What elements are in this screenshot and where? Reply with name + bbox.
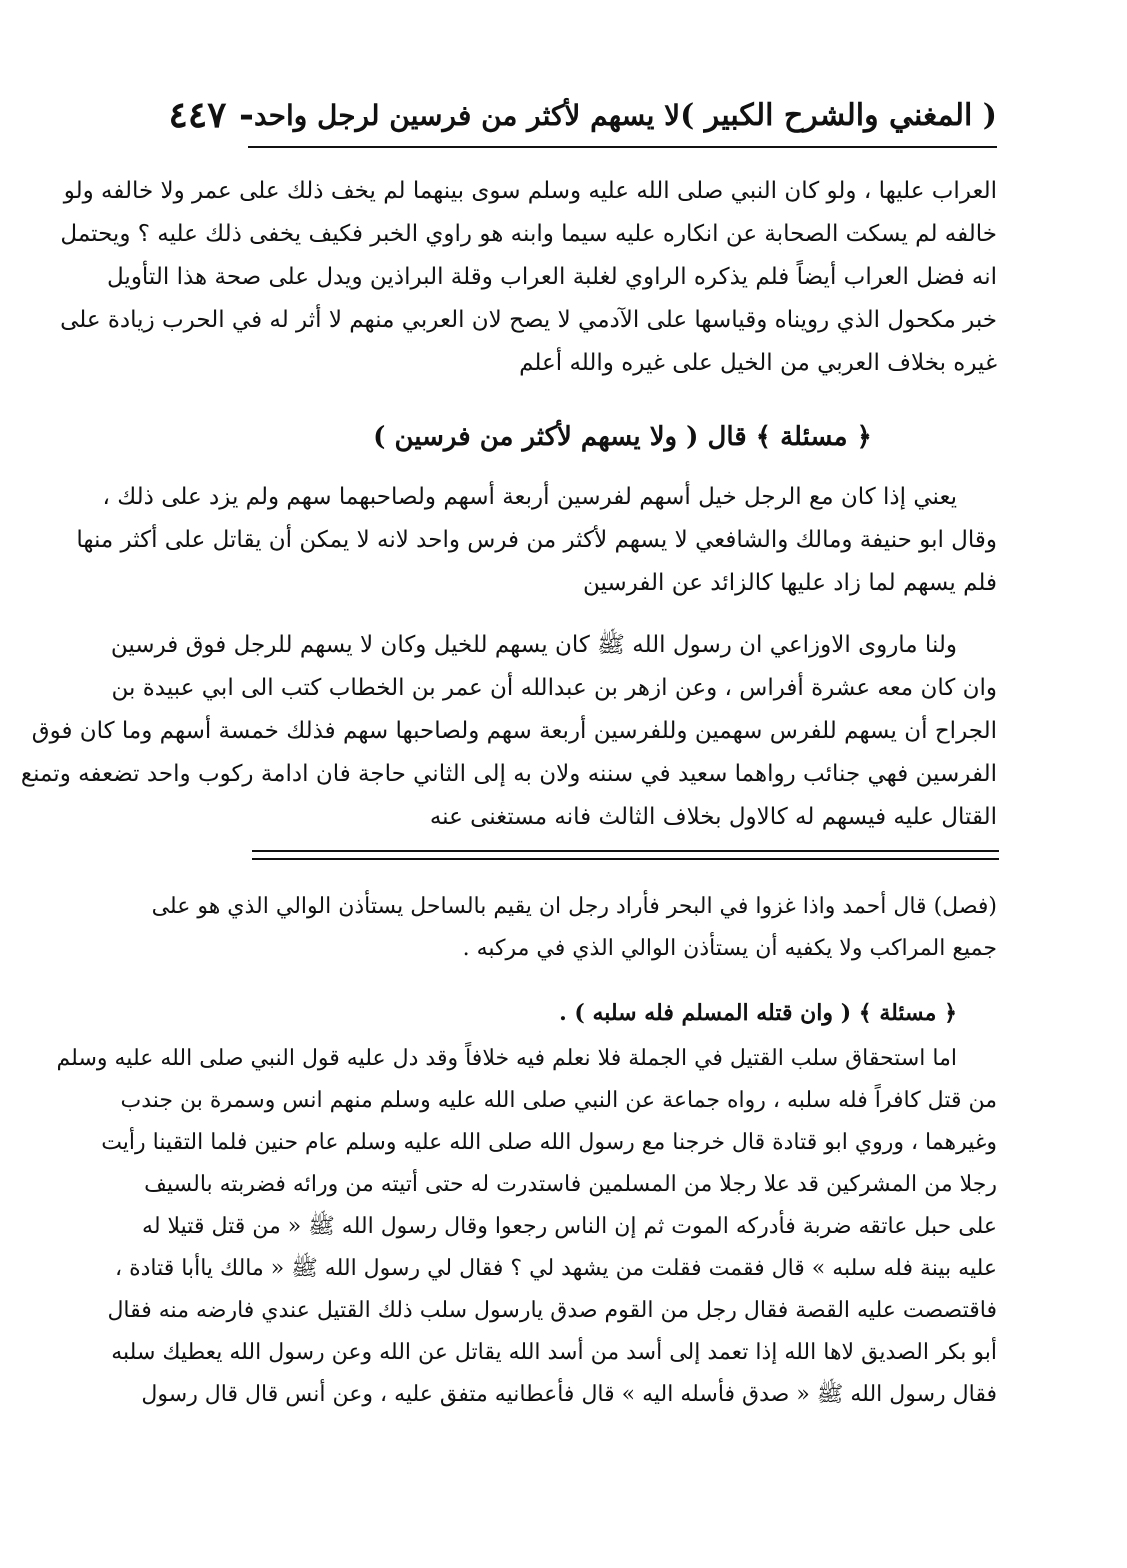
text-line: انه فضل العراب أيضاً فلم يذكره الراوي لغلبة العراب وقلة البراذين ويدل على صحة هذا التأويل — [107, 264, 997, 290]
running-header — [168, 92, 997, 138]
chapter-title: لا يسهم لأكثر من فرسين لرجل واحد — [253, 98, 681, 132]
section-heading: ﴿ مسئلة ﴾ ( وان قتله المسلم فله سلبه ) . — [559, 1000, 957, 1026]
text-line: وغيرهما ، وروي ابو قتادة قال خرجنا مع رسول الله صلى الله عليه وسلم عام حنين فلما التقينا رأيت — [101, 1130, 997, 1155]
text-line: من قتل كافراً فله سلبه ، رواه جماعة عن النبي صلى الله عليه وسلم منهم انس وسمرة بن جندب — [120, 1088, 997, 1113]
fasl-paragraph — [151, 886, 997, 970]
upper-paragraph-3 — [20, 624, 997, 839]
text-line: وان كان معه عشرة أفراس ، وعن ازهر بن عبدالله أن عمر بن الخطاب كتب الى ابي عبيدة بن — [111, 675, 997, 701]
book-title: ( المغني والشرح الكبير ) — [680, 97, 997, 133]
text-line: عليه بينة فله سلبه » قال فقمت فقلت من يشهد لي ؟ فقال لي رسول الله ﷺ « مالك ياأبا قتادة ، — [115, 1256, 997, 1281]
lower-paragraph — [56, 1038, 997, 1416]
text-line: فقال رسول الله ﷺ « صدق فأسله اليه » قال فأعطانيه متفق عليه ، وعن أنس قال قال رسول — [141, 1382, 997, 1407]
text-line: الجراح أن يسهم للفرس سهمين وللفرسين أربعة سهم ولصاحبها سهم فذلك خمسة أسهم وما كان فوق — [31, 718, 997, 744]
text-line: جميع المراكب ولا يكفيه أن يستأذن الوالي الذي في مركبه . — [462, 936, 997, 961]
section-heading: ﴿ مسئلة ﴾ قال ( ولا يسهم لأكثر من فرسين ) — [373, 422, 872, 452]
text-line: الفرسين فهي جنائب رواهما سعيد في سننه ولان به إلى الثاني حاجة فان ادامة ركوب واحد تضعفه وتمنع — [20, 761, 997, 787]
text-line: (فصل) قال أحمد واذا غزوا في البحر فأراد رجل ان يقيم بالساحل يستأذن الوالي الذي هو على — [151, 894, 997, 919]
text-line: العراب عليها ، ولو كان النبي صلى الله عليه وسلم سوى بينهما لم يخف ذلك على عمر ولا خالفه ولو — [63, 178, 997, 204]
page-number: ٤٤٧ - — [168, 94, 254, 136]
upper-paragraph-1 — [60, 170, 997, 385]
text-line: وقال ابو حنيفة ومالك والشافعي لا يسهم لأكثر من فرس واحد لانه لا يمكن أن يقاتل على أكثر منها — [76, 527, 997, 553]
text-line: فاقتصصت عليه القصة فقال رجل من القوم صدق يارسول سلب ذلك القتيل عندي فارضه منه فقال — [107, 1298, 997, 1323]
text-line: رجلا من المشركين قد علا رجلا من المسلمين فاستدرت له حتى أتيته من ورائه فضربته بالسيف — [144, 1172, 997, 1197]
text-line: فلم يسهم لما زاد عليها كالزائد عن الفرسين — [582, 570, 997, 596]
text-line: خالفه لم يسكت الصحابة عن انكاره عليه سيما وابنه هو راوي الخبر فكيف يخفى ذلك عليه ؟ ويحتمل — [60, 221, 997, 247]
text-line: القتال عليه فيسهم له كالاول بخلاف الثالث فانه مستغنى عنه — [429, 804, 997, 830]
text-line: اما استحقاق سلب القتيل في الجملة فلا نعلم فيه خلافاً وقد دل عليه قول النبي صلى الله عليه وسلم — [56, 1046, 957, 1071]
text-line: على حبل عاتقه ضربة فأدركه الموت ثم إن الناس رجعوا وقال رسول الله ﷺ « من قتل قتيلا له — [142, 1214, 997, 1239]
masala-heading-1 — [248, 416, 997, 459]
text-line: أبو بكر الصديق لاها الله إذا تعمد إلى أسد من أسد الله يقاتل عن الله وعن رسول الله يعطيك سلبه — [111, 1340, 997, 1365]
masala-heading-2 — [248, 992, 997, 1034]
upper-paragraph-2 — [76, 476, 997, 605]
text-line: غيره بخلاف العربي من الخيل على غيره والله أعلم — [519, 350, 997, 376]
text-line: يعني إذا كان مع الرجل خيل أسهم لفرسين أربعة أسهم ولصاحبهما سهم ولم يزد على ذلك ، — [102, 484, 957, 510]
section-divider — [252, 850, 999, 860]
text-line: ولنا ماروى الاوزاعي ان رسول الله ﷺ كان يسهم للخيل وكان لا يسهم للرجل فوق فرسين — [110, 632, 957, 658]
text-line: خبر مكحول الذي رويناه وقياسها على الآدمي لا يصح لان العربي منهم لا أثر له في الحرب زيادة على — [60, 307, 997, 333]
header-rule — [248, 146, 997, 148]
